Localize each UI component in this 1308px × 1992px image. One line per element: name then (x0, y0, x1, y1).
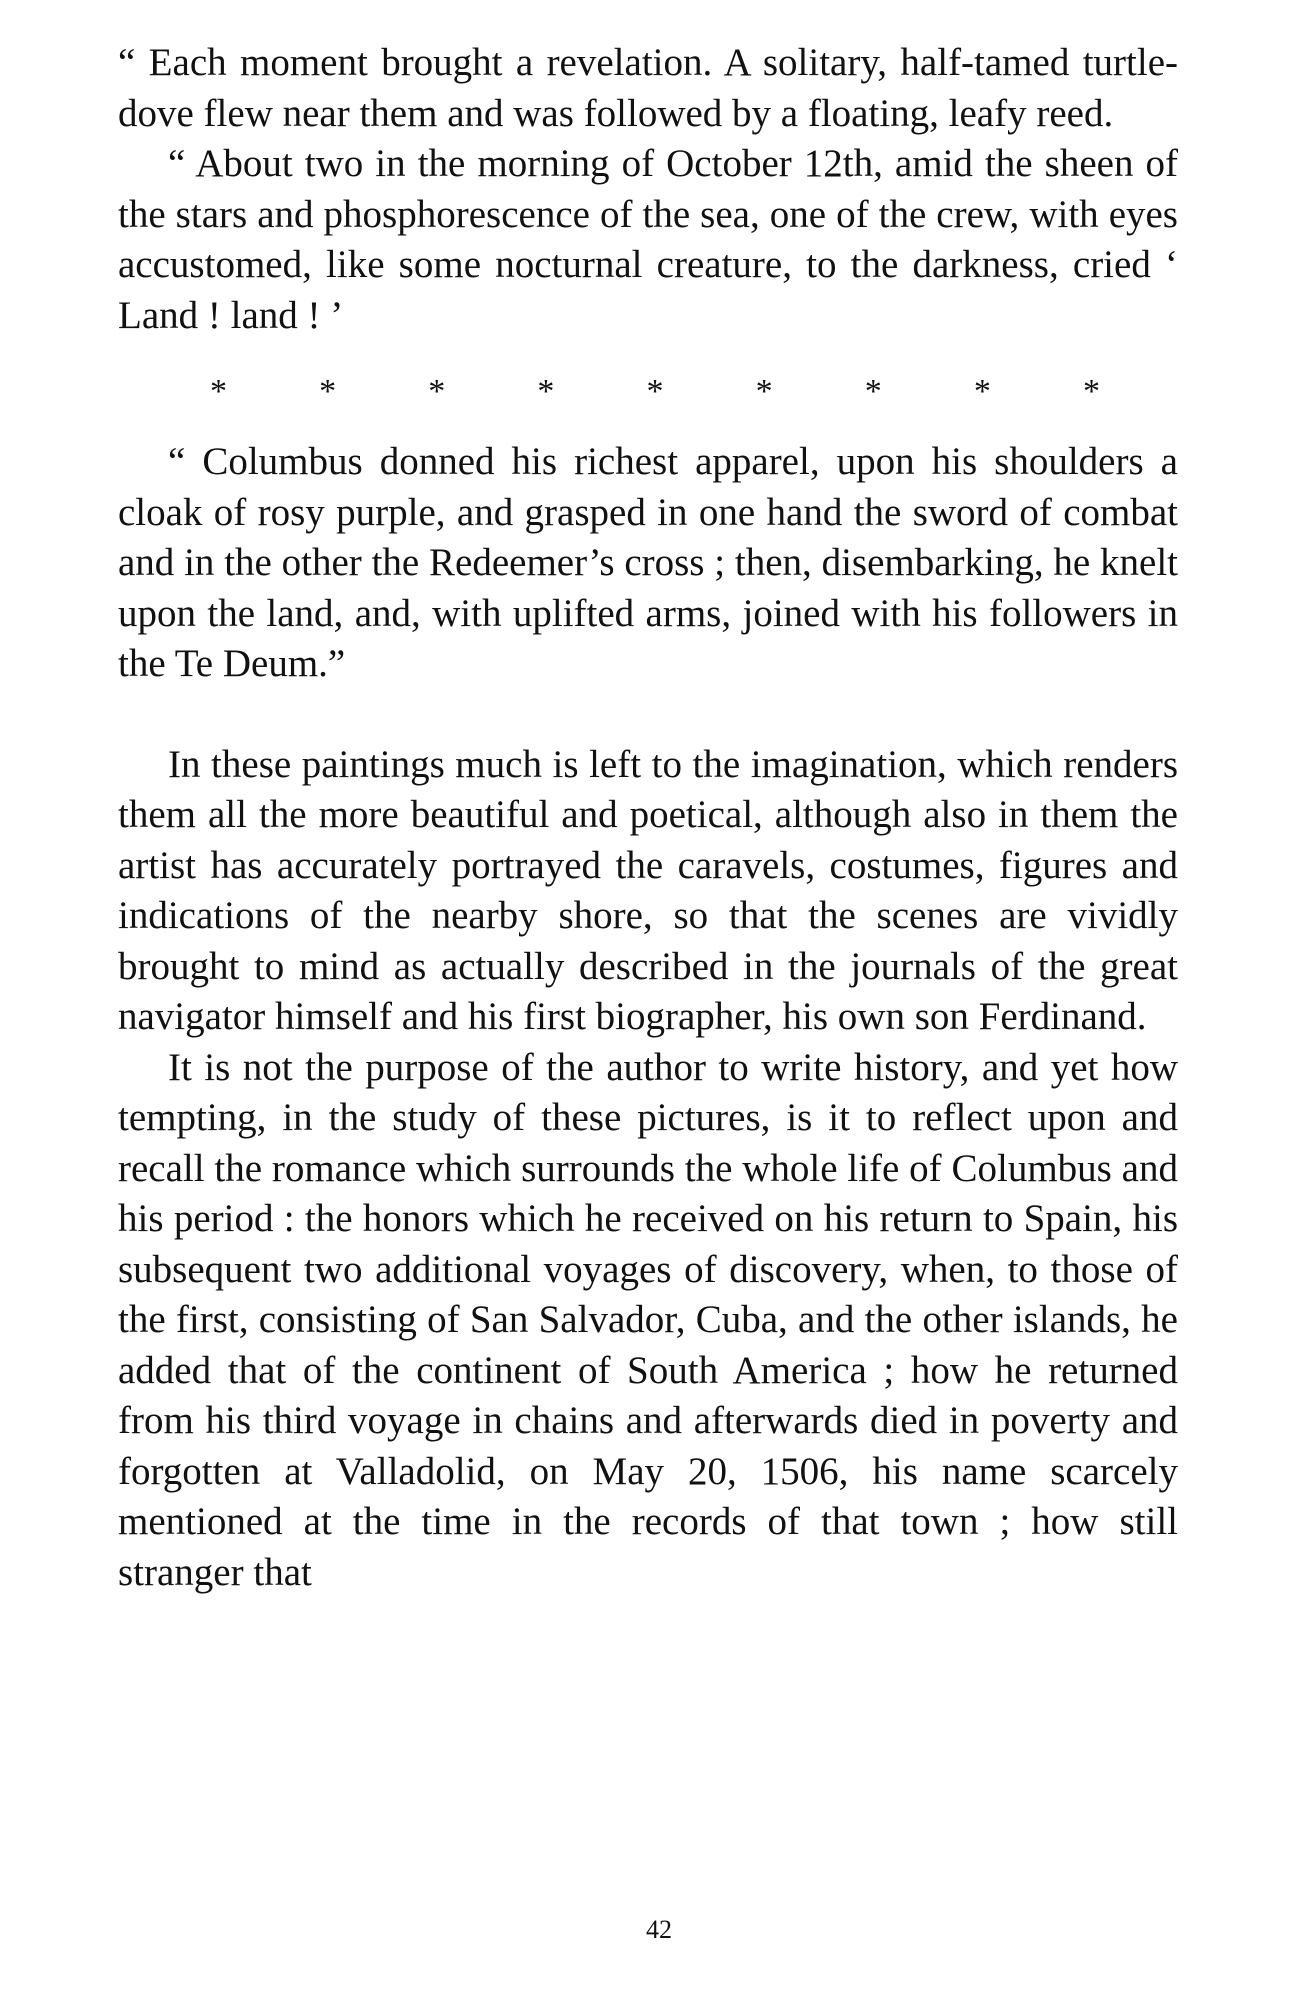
separator-star: * (319, 373, 337, 410)
page-number: 42 (646, 1915, 672, 1944)
book-page (118, 38, 1178, 1598)
separator-star: * (1083, 373, 1100, 410)
separator-star: * (973, 373, 991, 410)
paragraph-columbus-landing: “ Columbus donned his richest apparel, upon his shoulders a cloak of rosy purple, and grasped in one hand the sword of combat and in the other the Redeemer’s cross ; then, disembarking, he knelt upon the land, and, with uplifted arms, joined with his followers in the Te Deum.” (118, 440, 1178, 685)
separator-star: * (537, 373, 555, 410)
separator-star: * (210, 373, 227, 410)
section-separator (210, 369, 1100, 415)
paragraph-history: It is not the purpose of the author to write history, and yet how tempting, in the study of these pictures, is it to reflect upon and recall the romance which surrounds the whole life of Columbus and his period : the honors which he received on his return to Spain, his subsequent two additional voyages of discovery, when, to those of the first, consisting of San Salvador, Cuba, and the other islands, he added that of the continent of South America ; how he returned from his third voyage in chains and afterwards died in poverty and forgotten at Valladolid, on May 20, 1506, his name scarcely mentioned at the time in the records of that town ; how still stranger that (118, 1045, 1178, 1594)
separator-star: * (428, 373, 446, 410)
paragraph-revelation: “ Each moment brought a revelation. A solitary, half-tamed turtle-dove flew near them and was followed by a floating, leafy reed. (118, 41, 1178, 135)
paragraph-land-sighting: “ About two in the morning of October 12th, amid the sheen of the stars and phosphorescence of the sea, one of the crew, with eyes accustomed, like some nocturnal creature, to the darkness, cried ‘ Land ! land ! ’ (118, 142, 1178, 337)
separator-star: * (864, 373, 882, 410)
separator-star: * (646, 373, 664, 410)
separator-star: * (755, 373, 773, 410)
paragraph-paintings: In these paintings much is left to the imagination, which renders them all the more beautiful and poetical, although also in them the artist has accurately portrayed the caravels, costumes, figures and indications of the nearby shore, so that the scenes are vividly brought to mind as actually described in the journals of the great navigator himself and his first biographer, his own son Ferdinand. (118, 742, 1178, 1038)
